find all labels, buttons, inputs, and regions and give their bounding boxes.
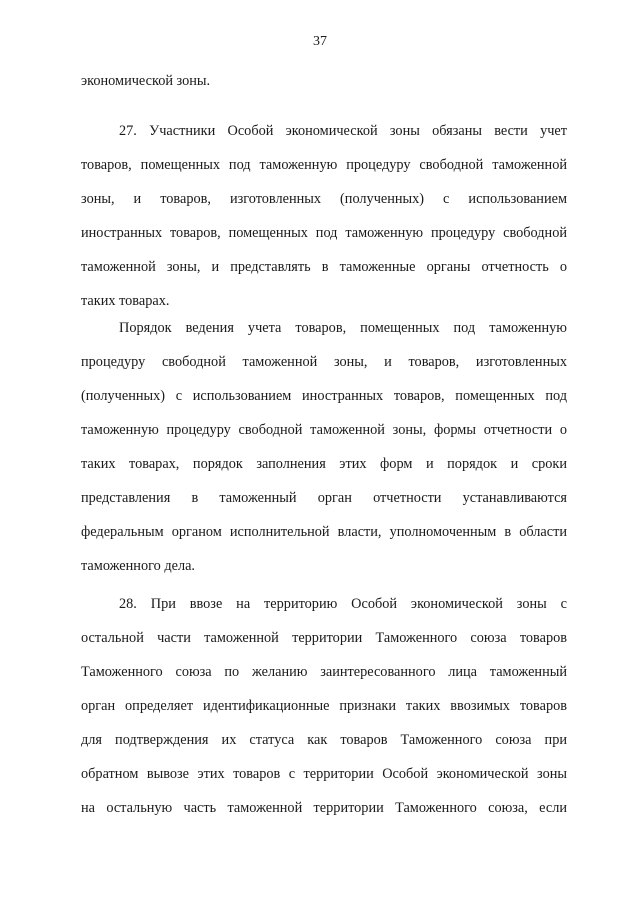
paragraph-line: федеральным органом исполнительной власти, уполномоченным в области	[81, 524, 567, 540]
paragraph-line: Порядок ведения учета товаров, помещенных под таможенную	[119, 320, 567, 336]
paragraph-line: таможенную процедуру свободной таможенной зоны, формы отчетности о	[81, 422, 567, 438]
paragraph-line: таможенной зоны, и представлять в таможенные органы отчетность о	[81, 259, 567, 275]
paragraph-line: остальной части таможенной территории Таможенного союза товаров	[81, 630, 567, 646]
paragraph-line: представления в таможенный орган отчетности устанавливаются	[81, 490, 567, 506]
paragraph-line: 27. Участники Особой экономической зоны обязаны вести учет	[119, 123, 567, 139]
paragraph-line: на остальную часть таможенной территории Таможенного союза, если	[81, 800, 567, 816]
page-number: 37	[313, 34, 327, 49]
paragraph-line: экономической зоны.	[81, 73, 211, 89]
paragraph-group-1	[81, 64, 567, 318]
paragraph-line: таможенного дела.	[81, 558, 195, 574]
paragraph-line: таких товарах.	[81, 293, 170, 309]
paragraph-line: 28. При ввозе на территорию Особой экономической зоны с	[119, 596, 567, 612]
paragraph-line: зоны, и товаров, изготовленных (полученных) с использованием	[81, 191, 567, 207]
paragraph-group-2	[81, 311, 567, 583]
paragraph-line: процедуру свободной таможенной зоны, и товаров, изготовленных	[81, 354, 567, 370]
paragraph-line: обратном вывозе этих товаров с территории Особой экономической зоны	[81, 766, 567, 782]
paragraph-line: иностранных товаров, помещенных под таможенную процедуру свободной	[81, 225, 567, 241]
paragraph-line: Таможенного союза по желанию заинтересованного лица таможенный	[81, 664, 567, 680]
paragraph-line: таких товарах, порядок заполнения этих форм и порядок и сроки	[81, 456, 567, 472]
paragraph-line: товаров, помещенных под таможенную процедуру свободной таможенной	[81, 157, 567, 173]
paragraph-line: (полученных) с использованием иностранных товаров, помещенных под	[81, 388, 567, 404]
paragraph-group-3	[81, 587, 567, 825]
paragraph-line: для подтверждения их статуса как товаров Таможенного союза при	[81, 732, 567, 748]
paragraph-line: орган определяет идентификационные признаки таких ввозимых товаров	[81, 698, 567, 714]
